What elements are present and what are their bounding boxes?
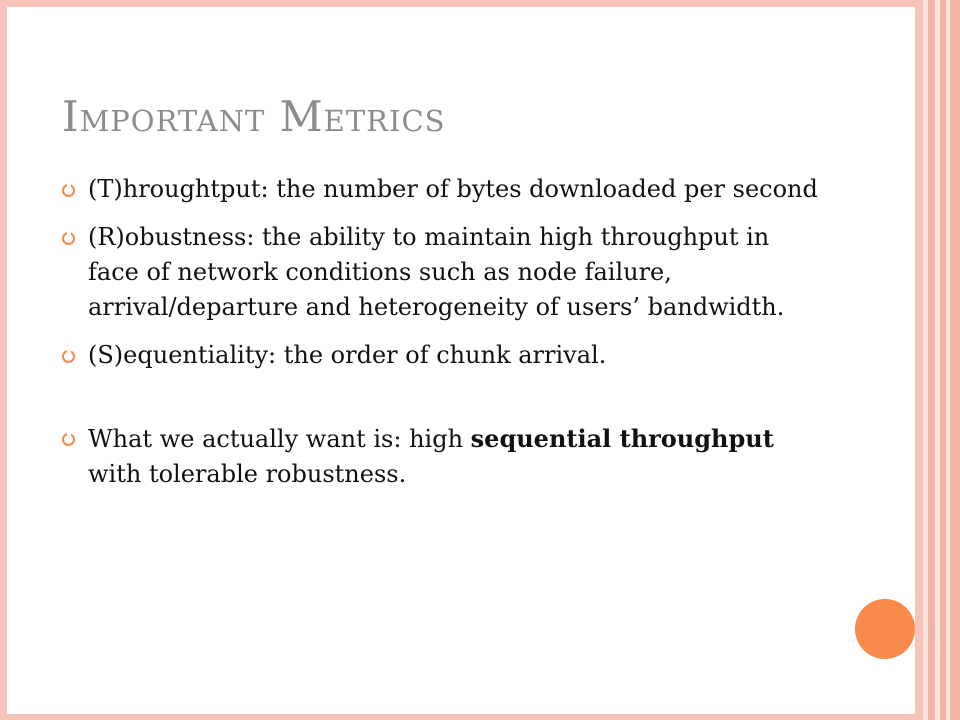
bullet-text: (S)equentiality: the order of chunk arrival. (88, 341, 607, 369)
bullet-item-sequentiality (60, 338, 820, 373)
decorative-stripe (928, 0, 935, 720)
decorative-circle (855, 599, 915, 659)
frame-top-border (0, 0, 921, 7)
bullet-text-prefix: What we actually want is: high (88, 425, 471, 453)
frame-left-border (0, 0, 7, 720)
bullet-icon (62, 232, 75, 245)
bullet-text-suffix: with tolerable robustness. (88, 460, 407, 488)
bullet-list (60, 172, 820, 492)
bullet-text-emphasis: sequential throughput (470, 424, 774, 453)
bullet-item-robustness (60, 220, 820, 325)
frame-bottom-border (0, 714, 921, 720)
bullet-icon (62, 350, 75, 363)
decorative-stripe (950, 0, 960, 720)
bullet-text: (T)hroughtput: the number of bytes downloaded per second (88, 175, 818, 203)
bullet-item-goal (60, 421, 820, 492)
bullet-icon (62, 184, 75, 197)
bullet-text: (R)obustness: the ability to maintain high throughput in face of network conditions such as node failure, arrival/departure and heterogeneity of users’ bandwidth. (88, 223, 785, 321)
slide-title: Important Metrics (62, 92, 446, 141)
bullet-icon (62, 433, 75, 446)
bullet-item-throughput (60, 172, 820, 207)
frame-right-border (915, 0, 923, 720)
